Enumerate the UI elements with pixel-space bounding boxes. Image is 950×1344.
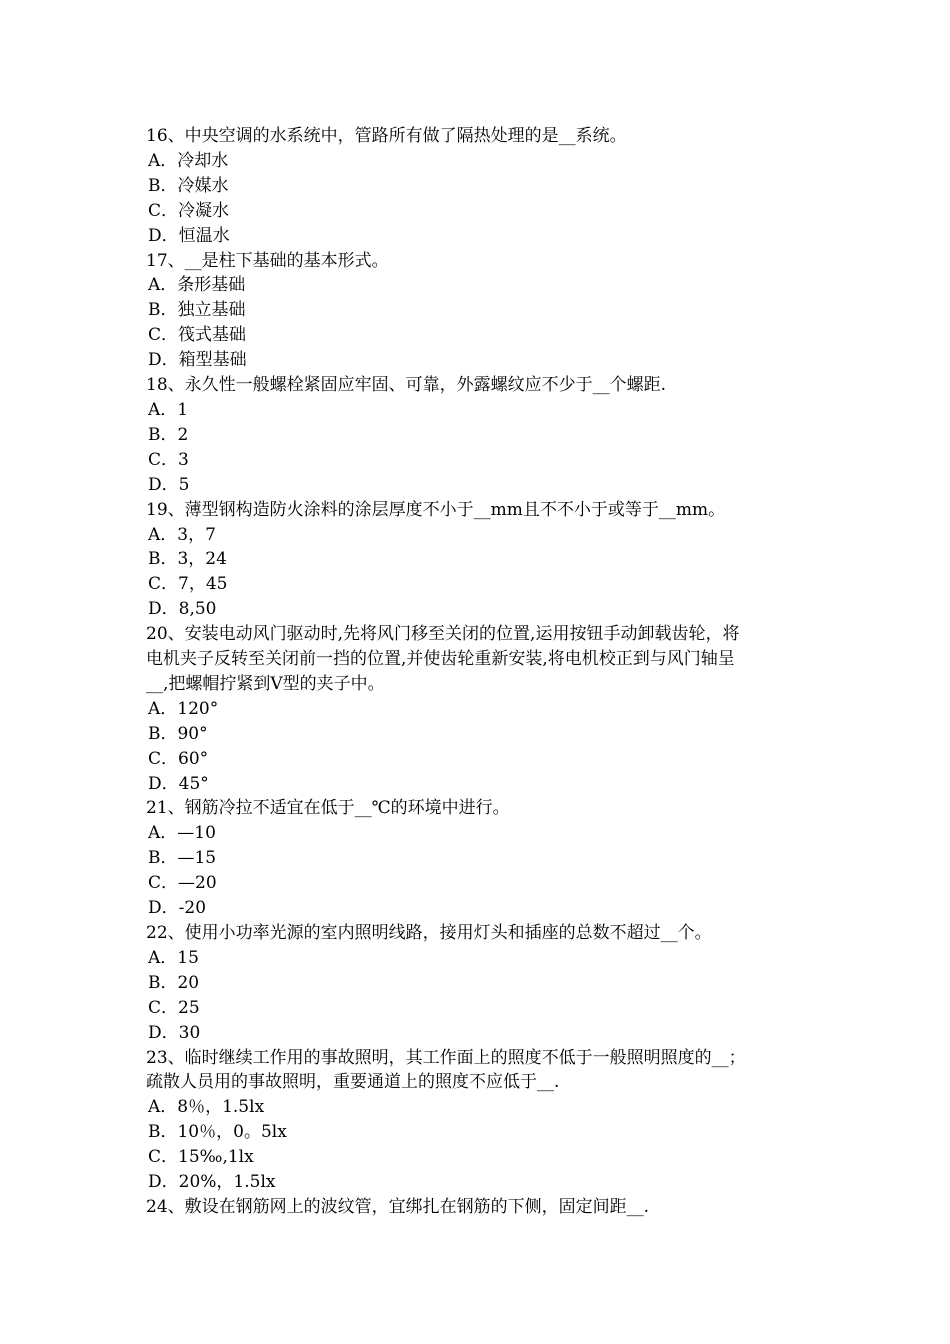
question-stem-line: __,把螺帽拧紧到V型的夹子中。 xyxy=(146,673,385,694)
question-stem: 21、钢筋冷拉不适宜在低于__℃的环境中进行。 xyxy=(146,798,510,819)
option-c: C．—20 xyxy=(148,873,217,894)
option-c: C．冷凝水 xyxy=(148,200,230,221)
question-24 xyxy=(146,1195,826,1220)
option-a: A．冷却水 xyxy=(148,150,229,171)
option-b: B．20 xyxy=(148,972,200,993)
option-a: A．3，7 xyxy=(148,524,216,545)
question-20 xyxy=(146,622,826,796)
option-a: A．1 xyxy=(148,399,189,420)
question-21 xyxy=(146,796,826,921)
question-stem: 18、永久性一般螺栓紧固应牢固、可靠，外露螺纹应不少于__个螺距. xyxy=(146,375,667,396)
option-b: B．冷媒水 xyxy=(148,175,229,196)
option-c: C．15‰,1lx xyxy=(148,1147,254,1168)
document-page xyxy=(146,124,826,1220)
question-stem-line: 疏散人员用的事故照明，重要通道上的照度不应低于__. xyxy=(146,1072,560,1093)
option-b: B．2 xyxy=(148,424,189,445)
option-d: D．20%，1.5lx xyxy=(148,1172,276,1193)
option-a: A．8％，1.5lx xyxy=(148,1097,265,1118)
question-18 xyxy=(146,373,826,498)
question-23 xyxy=(146,1046,826,1195)
option-b: B．独立基础 xyxy=(148,300,246,321)
question-stem: 19、薄型钢构造防火涂料的涂层厚度不小于__mm且不不小于或等于__mm。 xyxy=(146,499,726,520)
option-b: B．90° xyxy=(148,723,208,744)
option-d: D．箱型基础 xyxy=(148,350,247,371)
question-19 xyxy=(146,498,826,623)
option-a: A．15 xyxy=(148,947,199,968)
question-stem-line: 23、临时继续工作用的事故照明，其工作面上的照度不低于一般照明照度的__； xyxy=(146,1047,746,1068)
question-22 xyxy=(146,921,826,1046)
option-d: D．45° xyxy=(148,773,209,794)
option-b: B．10％，0。5lx xyxy=(148,1122,287,1143)
option-c: C．60° xyxy=(148,748,209,769)
question-stem: 22、使用小功率光源的室内照明线路，接用灯头和插座的总数不超过__个。 xyxy=(146,923,712,943)
option-c: C．7，45 xyxy=(148,574,228,595)
question-stem: 17、__是柱下基础的基本形式。 xyxy=(146,250,389,271)
question-stem: 16、中央空调的水系统中，管路所有做了隔热处理的是__系统。 xyxy=(146,126,627,146)
option-c: C．25 xyxy=(148,997,200,1018)
option-d: D．恒温水 xyxy=(148,225,230,246)
option-d: D．8,50 xyxy=(148,599,217,620)
option-a: A．条形基础 xyxy=(148,275,246,296)
question-17 xyxy=(146,249,826,374)
option-c: C．3 xyxy=(148,449,189,470)
question-stem-line: 电机夹子反转至关闭前一挡的位置,并使齿轮重新安装,将电机校正到与风门轴呈 xyxy=(146,649,735,670)
option-b: B．—15 xyxy=(148,848,217,869)
option-a: A．120° xyxy=(148,698,219,719)
question-stem-line: 20、安装电动风门驱动时,先将风门移至关闭的位置,运用按钮手动卸载齿轮，将 xyxy=(146,624,740,645)
option-d: D．5 xyxy=(148,474,190,495)
option-c: C．筏式基础 xyxy=(148,325,247,346)
question-16 xyxy=(146,124,826,249)
option-d: D．30 xyxy=(148,1022,201,1043)
question-stem: 24、敷设在钢筋网上的波纹管，宜绑扎在钢筋的下侧，固定间距__. xyxy=(146,1196,650,1217)
option-b: B．3，24 xyxy=(148,549,227,570)
option-d: D．-20 xyxy=(148,898,207,919)
option-a: A．—10 xyxy=(148,823,216,844)
